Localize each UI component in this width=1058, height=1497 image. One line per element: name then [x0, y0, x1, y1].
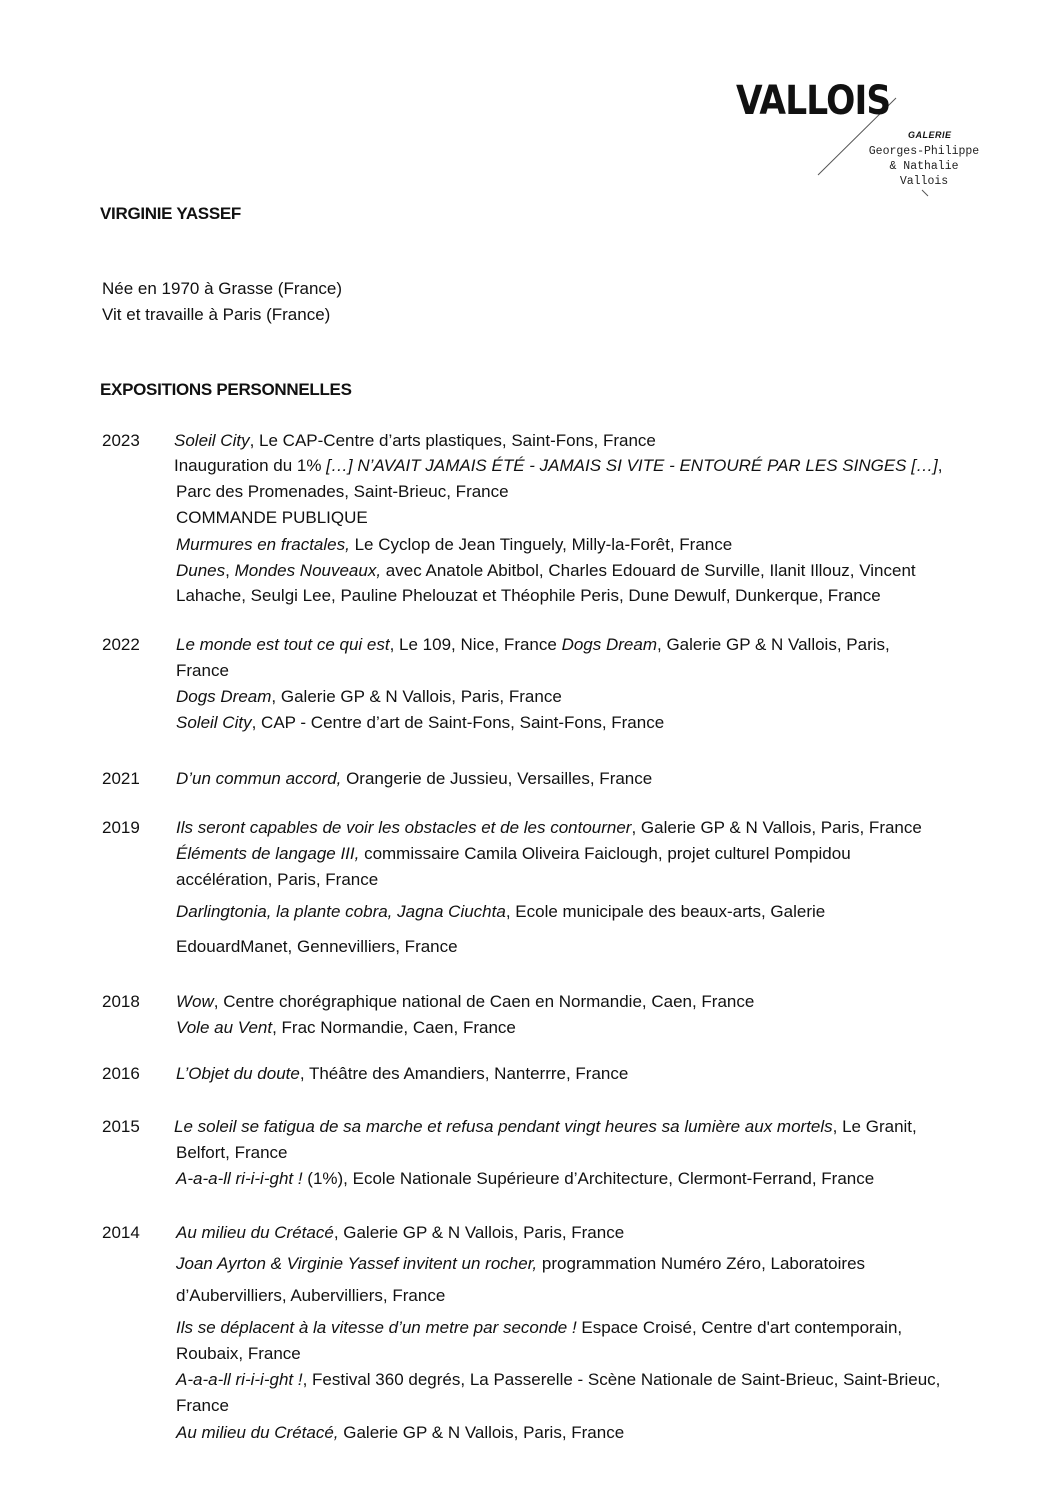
- exhibition-year: 2016: [102, 1064, 140, 1083]
- exhibition-line: [176, 1018, 516, 1038]
- exhibition-detail: accélération, Paris, France: [176, 870, 379, 889]
- bio-residence: Vit et travaille à Paris (France): [102, 305, 331, 324]
- exhibition-detail: , Le Granit,: [832, 1117, 917, 1136]
- exhibition-title: A-a-a-ll ri-i-i-ght !: [176, 1169, 303, 1188]
- exhibition-line: [174, 1117, 917, 1137]
- logo-wordmark: VALLOIS: [736, 78, 891, 124]
- exhibition-line: [176, 535, 732, 555]
- exhibition-detail: , Galerie GP & N Vallois, Paris, France: [631, 818, 922, 837]
- exhibition-detail: ,: [937, 456, 943, 475]
- exhibition-detail: Espace Croisé, Centre d'art contemporain,: [576, 1318, 903, 1337]
- exhibition-line: [176, 769, 652, 789]
- exhibition-detail: Inauguration du 1%: [174, 456, 327, 475]
- exhibition-detail: Roubaix, France: [176, 1344, 301, 1363]
- exhibition-title: A-a-a-ll ri-i-i-ght !: [176, 1370, 303, 1389]
- exhibition-line: [176, 687, 562, 707]
- exhibition-line: [176, 1318, 902, 1338]
- exhibition-title: Le monde est tout ce qui est: [176, 635, 390, 654]
- exhibition-detail: Parc des Promenades, Saint-Brieuc, France: [176, 482, 509, 501]
- exhibition-detail: Belfort, France: [176, 1143, 288, 1162]
- exhibition-detail: , Galerie GP & N Vallois, Paris, France: [333, 1223, 625, 1242]
- exhibition-detail: France: [176, 661, 229, 680]
- exhibition-detail: , Galerie GP & N Vallois, Paris,: [657, 635, 890, 654]
- logo-name-line: & Nathalie: [889, 160, 959, 173]
- exhibition-title: Dogs Dream: [176, 687, 272, 706]
- exhibition-line: [176, 635, 890, 655]
- exhibition-line: [176, 1064, 628, 1084]
- gallery-logo: [736, 78, 996, 202]
- exhibition-title: Dunes: [176, 561, 226, 580]
- exhibition-year: 2014: [102, 1223, 140, 1242]
- exhibition-detail: COMMANDE PUBLIQUE: [176, 508, 368, 527]
- exhibition-line: [174, 456, 942, 476]
- exhibition-line: [176, 870, 378, 890]
- exhibition-detail: avec Anatole Abitbol, Charles Edouard de Surville, Ilanit Illouz, Vincent: [381, 561, 916, 580]
- exhibition-line: [174, 431, 656, 451]
- exhibition-title: Dogs Dream: [561, 635, 657, 654]
- exhibition-line: [176, 937, 458, 957]
- exhibition-title: D’un commun accord,: [176, 769, 342, 788]
- exhibition-title: Mondes Nouveaux,: [234, 561, 382, 580]
- exhibition-title: Murmures en fractales,: [176, 535, 350, 554]
- exhibition-detail: , Galerie GP & N Vallois, Paris, France: [271, 687, 562, 706]
- exhibition-detail: Le Cyclop de Jean Tinguely, Milly-la-Forêt, France: [349, 535, 733, 554]
- exhibition-title: Éléments de langage III,: [176, 844, 360, 863]
- exhibition-line: [176, 1254, 865, 1274]
- exhibition-year: 2021: [102, 769, 140, 788]
- logo-galerie-label: GALERIE: [908, 130, 952, 140]
- exhibition-year: 2019: [102, 818, 140, 837]
- exhibition-detail: France: [176, 1396, 229, 1415]
- exhibition-line: [176, 1286, 445, 1306]
- exhibition-title: […] N’AVAIT JAMAIS ÉTÉ - JAMAIS SI VITE - ENTOURÉ PAR LES SINGES […]: [326, 456, 938, 475]
- exhibition-year: 2018: [102, 992, 140, 1011]
- exhibition-detail: , CAP - Centre d’art de Saint-Fons, Saint-Fons, France: [251, 713, 665, 732]
- exhibition-year: 2015: [102, 1117, 140, 1136]
- exhibition-line: [176, 713, 664, 733]
- exhibition-detail: ,: [225, 561, 235, 580]
- logo-gallery-name: [862, 144, 986, 189]
- exhibition-title: Au milieu du Crétacé: [176, 1223, 334, 1242]
- artist-bio: [102, 276, 342, 328]
- exhibition-line: [176, 586, 881, 606]
- exhibition-line: [176, 1143, 288, 1163]
- exhibition-title: Ils se déplacent à la vitesse d’un metre par seconde !: [176, 1318, 577, 1337]
- exhibition-title: Le soleil se fatigua de sa marche et refusa pendant vingt heures sa lumière aux mortels: [174, 1117, 833, 1136]
- exhibition-year: 2023: [102, 431, 140, 450]
- exhibition-line: [176, 818, 922, 838]
- exhibition-detail: programmation Numéro Zéro, Laboratoires: [537, 1254, 866, 1273]
- exhibition-detail: , Frac Normandie, Caen, France: [272, 1018, 516, 1037]
- exhibition-title: Joan Ayrton & Virginie Yassef invitent un rocher,: [176, 1254, 538, 1273]
- exhibition-title: Ils seront capables de voir les obstacles et de les contourner: [176, 818, 632, 837]
- exhibition-line: [176, 1169, 874, 1189]
- exhibition-detail: , Le 109, Nice, France: [389, 635, 562, 654]
- exhibition-detail: , Festival 360 degrés, La Passerelle - Scène Nationale de Saint-Brieuc, Saint-Brieuc,: [302, 1370, 941, 1389]
- exhibition-line: [176, 482, 509, 502]
- exhibition-detail: , Le CAP-Centre d’arts plastiques, Saint-Fons, France: [249, 431, 656, 450]
- exhibition-title: Darlingtonia, la plante cobra, Jagna Ciuchta: [176, 902, 506, 921]
- exhibition-detail: , Centre chorégraphique national de Caen en Normandie, Caen, France: [213, 992, 755, 1011]
- exhibition-line: [176, 1396, 229, 1416]
- exhibition-title: Au milieu du Crétacé,: [176, 1423, 339, 1442]
- exhibition-line: [176, 1423, 624, 1443]
- logo-name-line: Vallois: [899, 175, 949, 188]
- exhibition-line: [176, 992, 754, 1012]
- artist-name: VIRGINIE YASSEF: [100, 204, 241, 223]
- exhibition-line: [176, 1370, 940, 1390]
- exhibition-detail: Galerie GP & N Vallois, Paris, France: [338, 1423, 625, 1442]
- exhibition-line: [176, 902, 825, 922]
- exhibition-detail: (1%), Ecole Nationale Supérieure d’Architecture, Clermont-Ferrand, France: [302, 1169, 875, 1188]
- exhibition-detail: d’Aubervilliers, Aubervilliers, France: [176, 1286, 446, 1305]
- exhibition-detail: , Ecole municipale des beaux-arts, Galerie: [505, 902, 826, 921]
- exhibition-detail: Orangerie de Jussieu, Versailles, France: [341, 769, 653, 788]
- exhibition-title: Wow: [176, 992, 214, 1011]
- exhibition-title: Vole au Vent: [176, 1018, 273, 1037]
- exhibition-year: 2022: [102, 635, 140, 654]
- exhibition-detail: commissaire Camila Oliveira Faiclough, projet culturel Pompidou: [359, 844, 851, 863]
- exhibition-detail: EdouardManet, Gennevilliers, France: [176, 937, 458, 956]
- exhibition-title: Soleil City: [176, 713, 252, 732]
- exhibition-line: [176, 561, 916, 581]
- section-title: EXPOSITIONS PERSONNELLES: [100, 380, 352, 399]
- logo-name-line: Georges-Philippe: [868, 145, 980, 158]
- exhibition-line: [176, 1223, 624, 1243]
- exhibition-line: [176, 508, 368, 528]
- exhibition-line: [176, 1344, 301, 1364]
- exhibition-title: L’Objet du doute: [176, 1064, 300, 1083]
- exhibition-detail: Lahache, Seulgi Lee, Pauline Phelouzat et Théophile Peris, Dune Dewulf, Dunkerque, France: [176, 586, 881, 605]
- bio-birth: Née en 1970 à Grasse (France): [102, 279, 343, 298]
- exhibition-line: [176, 844, 851, 864]
- exhibition-line: [176, 661, 229, 681]
- exhibition-detail: , Théâtre des Amandiers, Nanterrre, France: [299, 1064, 629, 1083]
- exhibition-title: Soleil City: [174, 431, 250, 450]
